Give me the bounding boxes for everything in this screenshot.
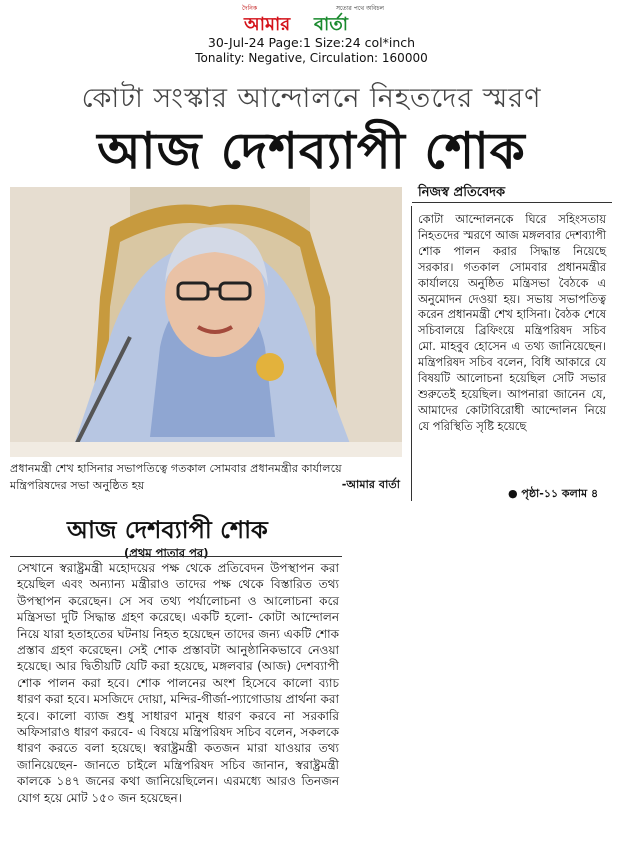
clip-meta-tonality: Tonality: Negative, Circulation: 160000 bbox=[195, 51, 428, 65]
logo-name-part2: বার্তা bbox=[314, 14, 348, 35]
photo-caption bbox=[10, 461, 400, 494]
continuation-subtitle: (প্রথম পাতার পর) bbox=[124, 546, 209, 560]
clip-meta-date-size: 30-Jul-24 Page:1 Size:24 col*inch bbox=[207, 35, 416, 50]
logo-tagline-right: সত্যের পথে অবিচল bbox=[335, 5, 384, 12]
article-kicker: কোটা সংস্কার আন্দোলনে নিহতদের স্মরণ bbox=[81, 83, 542, 114]
caption-text: প্রধানমন্ত্রী শেখ হাসিনার সভাপতিত্বে গতকাল সোমবার প্রধানমন্ত্রীর কার্যালয়ে মন্ত্রিপরিষদের সভা অনুষ্ঠিত হয় bbox=[10, 462, 342, 492]
masthead bbox=[0, 0, 623, 70]
byline-divider bbox=[412, 202, 612, 203]
story-body: কোটা আন্দোলনকে ঘিরে সহিংসতায় নিহতদের স্মরণে আজ মঙ্গলবার দেশব্যাপী শোক পালন করার সিদ্ধান্ত নিয়েছে সরকার। গতকাল সোমবার প্রধানমন্ত্রীর কার্যালয়ে অনুষ্ঠিত মন্ত্রিসভা বৈঠকে এ অনুমোদন দেওয়া হয়। সভায় সভাপতিত্ব করেন প্রধানমন্ত্রী শেখ হাসিনা। বৈঠক শেষে সচিবালয়ে ব্রিফিংয়ে মন্ত্রিপরিষদ সচিব মো. মাহবুব হোসেন এ তথ্য জানিয়েছেন। মন্ত্রিপরিষদ সচিব বলেন, বিধি আকারে যে বিষয়টি আলোচনা হয়েছিল সেটি সভার শুরুতেই হয়েছিল। আপনারা জানেন যে, আমাদের কোটাবিরোধী আন্দোলন নিয়ে যে পরিস্থিতি সৃষ্টি হয়েছে bbox=[418, 212, 606, 433]
article-headline: আজ দেশব্যাপী শোক bbox=[97, 122, 526, 180]
photo-illustration bbox=[10, 187, 402, 457]
jump-line: ● পৃষ্ঠা-১১ কলাম ৪ bbox=[508, 487, 599, 500]
logo-tagline-left: দৈনিক bbox=[242, 5, 258, 12]
continuation-title: আজ দেশব্যাপী শোক bbox=[67, 516, 268, 544]
article-photo bbox=[10, 187, 402, 457]
newspaper-logo bbox=[236, 3, 386, 35]
logo-name-part1: আমার bbox=[244, 14, 291, 35]
caption-credit: -আমার বার্তা bbox=[341, 478, 400, 491]
byline: নিজস্ব প্রতিবেদক bbox=[418, 185, 506, 200]
continuation-body: সেখানে স্বরাষ্ট্রমন্ত্রী মহোদয়ের পক্ষ থেকে প্রতিবেদন উপস্থাপন করা হয়েছিল এবং অন্যান্য মন্ত্রীরাও তাদের পক্ষ থেকে বিস্তারিত তথ্য উপস্থাপন করেছেন। সে সব তথ্য পর্যালোচনা ও আলোচনা করে মন্ত্রিসভা দুটি সিদ্ধান্ত গ্রহণ করেছে। একটি হলো- কোটা আন্দোলন নিয়ে যারা হতাহতের ঘটনায় নিহত হয়েছেন তাদের জন্য একটি শোক প্রস্তাব গ্রহণ করেছেন। সেই শোক প্রস্তাবটা আনুষ্ঠানিকভাবে নেওয়া হয়েছে। আর দ্বিতীয়টি যেটি করা হয়েছে, মঙ্গলবার (আজ) দেশব্যাপী শোক পালন করা হবে। শোক পালনের অংশ হিসেবে কালো ব্যাচ ধারণ করা হবে। মসজিদে দোয়া, মন্দির-গীর্জা-প্যাগোডায় প্রার্থনা করা হবে। কালো ব্যাজ শুধু সাধারণ মানুষ ধারণ করবে না সরকারি অফিসারাও ধারণ করবে- এ বিষয়ে মন্ত্রিপরিষদ সচিব বলেন, সকলকে ধারণ করতে বলা হয়েছে। স্বরাষ্ট্রমন্ত্রী কতজন মারা যাওয়ার তথ্য জানিয়েছেন- জানতে চাইলে মন্ত্রিপরিষদ সচিব জানান, স্বরাষ্ট্রমন্ত্রী কালকে ১৪৭ জনের কথা জানিয়েছিলেন। এরমধ্যে আরও তিনজন যোগ হয়ে মোট ১৫০ জন হয়েছেন। bbox=[17, 561, 339, 805]
